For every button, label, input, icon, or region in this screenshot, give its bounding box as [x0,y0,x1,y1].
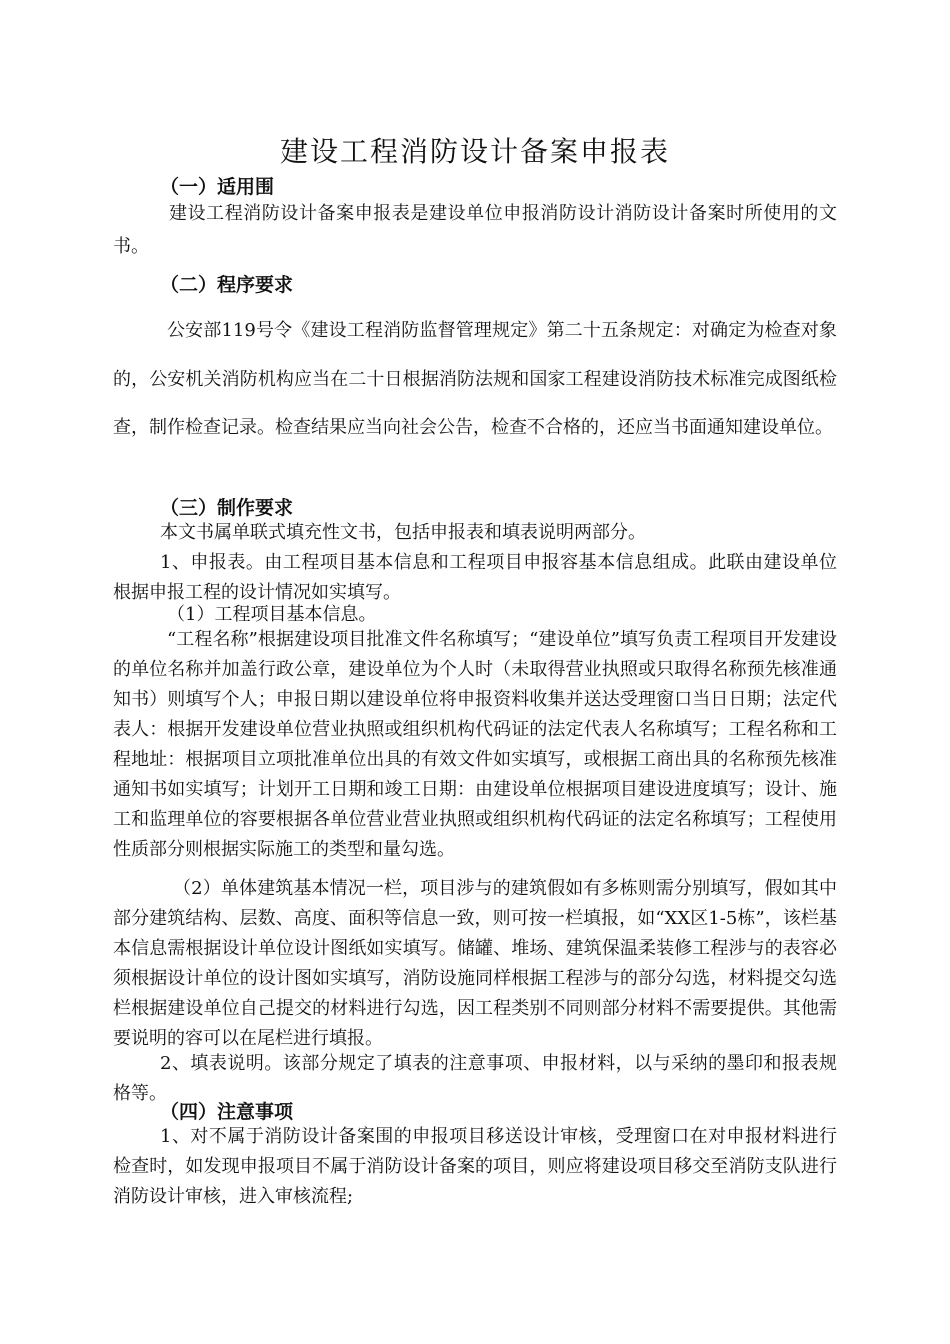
paragraph-declaration-form: 1、申报表。由工程项目基本信息和工程项目申报容基本信息组成。此联由建设单位根据申报工程的设计情况如实填写。 [113,552,837,603]
paragraph-fill-instructions: 2、填表说明。该部分规定了填表的注意事项、申报材料，以与采纳的墨印和报表规格等。 [113,1053,837,1104]
document-title: 建设工程消防设计备案申报表 [279,135,670,168]
section-heading-procedure: （二）程序要求 [160,274,294,296]
paragraph-procedure: 公安部119号令《建设工程消防监督管理规定》第二十五条规定：对确定为检查对象的，公安机关消防机构应当在二十日根据消防法规和国家工程建设消防技术标准完成图纸检查，制作检查记录。检查结果应当向社会公告，检查不合格的，还应当书面通知建设单位。 [113,320,837,438]
section-heading-production: （三）制作要求 [160,497,294,519]
paragraph-single-building: （2）单体建筑基本情况一栏，项目涉与的建筑假如有多栋则需分别填写，假如其中部分建筑结构、层数、高度、面积等信息一致，则可按一栏填报，如“XX区1-5栋”，该栏基本信息需根据设计单位设计图纸如实填写。储罐、堆场、建筑保温柔装修工程涉与的表容必须根据设计单位的设计图如实填写，消防设施同样根据工程涉与的部分勾选，材料提交勾选栏根据建设单位自己提交的材料进行勾选，因工程类别不同则部分材料不需要提供。其他需要说明的容可以在尾栏进行填报。 [113,878,837,1049]
section-heading-notes: （四）注意事项 [160,1101,294,1123]
paragraph-basic-info-detail: “工程名称”根据建设项目批准文件名称填写；“建设单位”填写负责工程项目开发建设的单位名称并加盖行政公章，建设单位为个人时（未取得营业执照或只取得名称预先核准通知书）则填写个人；申报日期以建设单位将申报资料收集并送达受理窗口当日日期；法定代表人：根据开发建设单位营业执照或组织机构代码证的法定代表人名称填写；工程名称和工程地址：根据项目立项批准单位出具的有效文件如实填写，或根据工商出具的名称预先核准通知书如实填写；计划开工日期和竣工日期：由建设单位根据项目建设进度填写；设计、施工和监理单位的容要根据各单位营业营业执照或组织机构代码证的法定名称填写；工程使用性质部分则根据实际施工的类型和量勾选。 [113,629,837,860]
section-heading-scope: （一）适用围 [160,176,275,198]
paragraph-scope: 建设工程消防设计备案申报表是建设单位申报消防设计消防设计备案时所使用的文书。 [113,203,837,257]
paragraph-basic-info-heading: （1）工程项目基本信息。 [167,604,377,625]
paragraph-production-intro: 本文书属单联式填充性文书，包括申报表和填表说明两部分。 [160,522,646,543]
paragraph-notes-1: 1、对不属于消防设计备案围的申报项目移送设计审核，受理窗口在对申报材料进行检查时，如发现申报项目不属于消防设计备案的项目，则应将建设项目移交至消防支队进行消防设计审核，进入审核流程; [113,1126,837,1207]
